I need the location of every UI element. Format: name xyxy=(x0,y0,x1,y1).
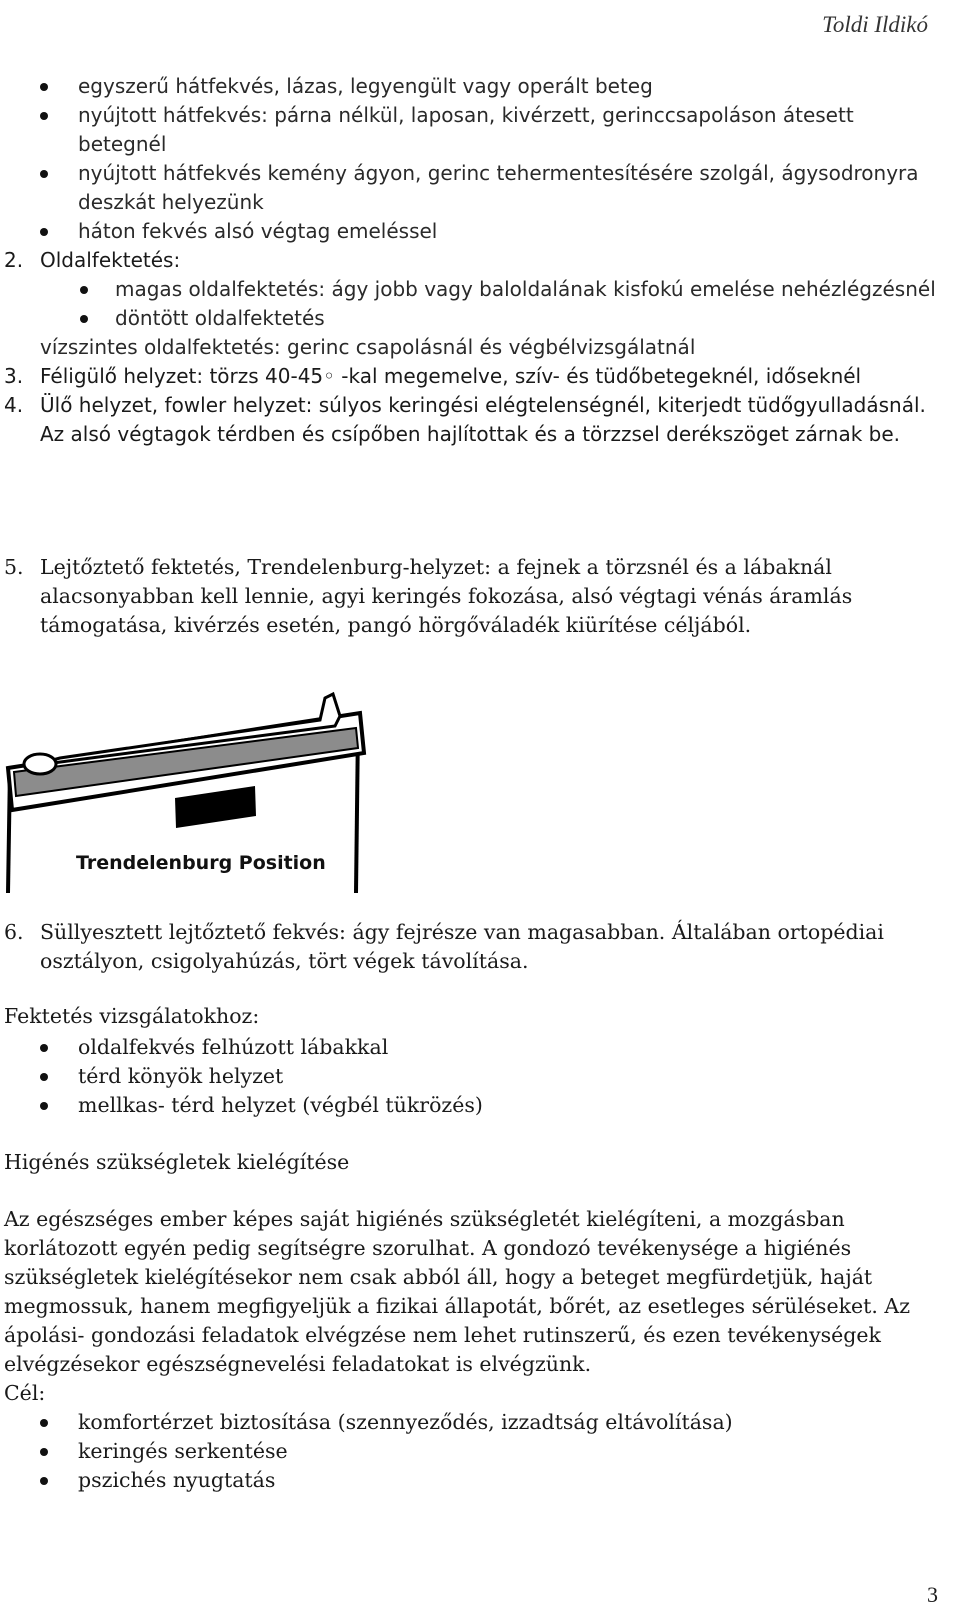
list-item: döntött oldalfektetés xyxy=(0,304,940,333)
bullet-icon xyxy=(40,1448,48,1456)
numbered-item-3: 3. Féligülő helyzet: törzs 40-45◦ -kal megemelve, szív- és tüdőbetegeknél, időseknél xyxy=(4,364,862,388)
bullet-icon xyxy=(40,112,48,120)
hygiene-paragraph: Az egészséges ember képes saját higiénés szükségletét kielégíteni, a mozgásban korlátozott egyén pedig segítségre szorulhat. A gondozó tevékenysége a higiénés szükségletek kielégítésekor nem csak abból áll, hogy a beteget megfürdetjük, haját megmossuk, hanem megfigyeljük a fizikai állapotát, bőrét, az esetleges sérüléseket. Az ápolási- gondozási feladatok elvégzése nem lehet rutinszerű, és ezen tevékenységek elvégzésekor egészségnevelési feladatokat is elvégzünk. xyxy=(4,1207,911,1376)
lowered-head-section xyxy=(0,918,940,976)
numbered-item-6: 6. Süllyesztett lejtőztető fekvés: ágy fejrésze van magasabban. Általában ortopédiai osztályon, csigolyahúzás, tört végek távolítása. xyxy=(4,920,884,973)
trendelenburg-section xyxy=(0,553,940,640)
goal-list xyxy=(0,1408,940,1495)
page-header-author: Toldi Ildikó xyxy=(822,12,928,37)
list-item: komfortérzet biztosítása (szennyeződés, izzadtság eltávolítása) xyxy=(0,1408,940,1437)
trendelenburg-figure xyxy=(0,688,380,898)
list-item: nyújtott hátfekvés kemény ágyon, gerinc tehermentesítésére szolgál, ágysodronyra deszkát helyezünk xyxy=(0,159,940,217)
bullet-icon xyxy=(80,315,88,323)
page-number: 3 xyxy=(927,1582,938,1607)
bullet-icon xyxy=(40,83,48,91)
bullet-icon xyxy=(40,1477,48,1485)
bullet-icon xyxy=(40,170,48,178)
list-item: egyszerű hátfekvés, lázas, legyengült vagy operált beteg xyxy=(0,72,940,101)
bullet-icon xyxy=(80,286,88,294)
goal-label: Cél: xyxy=(4,1381,46,1405)
hygiene-section xyxy=(0,1148,940,1495)
bullet-icon xyxy=(40,1102,48,1110)
figure-caption: Trendelenburg Position xyxy=(76,852,326,874)
exam-positions-list xyxy=(0,1033,940,1120)
bullet-icon xyxy=(40,1073,48,1081)
numbered-item-2: 2. Oldalfektetés: xyxy=(4,248,181,272)
supine-list xyxy=(0,72,940,246)
list-item: keringés serkentése xyxy=(0,1437,940,1466)
side-position-tail: vízszintes oldalfektetés: gerinc csapolásnál és végbélvizsgálatnál xyxy=(40,335,696,359)
list-item: térd könyök helyzet xyxy=(0,1062,940,1091)
list-item: oldalfekvés felhúzott lábakkal xyxy=(0,1033,940,1062)
list-item: háton fekvés alsó végtag emeléssel xyxy=(0,217,940,246)
side-position-list xyxy=(0,275,940,333)
positions-section xyxy=(0,72,940,449)
exam-positions-section xyxy=(0,1002,940,1120)
exam-positions-title: Fektetés vizsgálatokhoz: xyxy=(4,1004,260,1028)
bullet-icon xyxy=(40,228,48,236)
bullet-icon xyxy=(40,1419,48,1427)
bullet-icon xyxy=(40,1044,48,1052)
numbered-item-5: 5. Lejtőztető fektetés, Trendelenburg-helyzet: a fejnek a törzsnél és a lábaknál alacsonyabban kell lennie, agyi keringés fokozása, alsó végtagi vénás áramlás támogatása, kivérzés esetén, pangó hörgőváladék kiürítése céljából. xyxy=(4,555,853,637)
list-item: mellkas- térd helyzet (végbél tükrözés) xyxy=(0,1091,940,1120)
list-item: magas oldalfektetés: ágy jobb vagy baloldalának kisfokú emelése nehézlégzésnél xyxy=(0,275,940,304)
list-item: nyújtott hátfekvés: párna nélkül, laposan, kivérzett, gerinccsapoláson átesett betegnél xyxy=(0,101,940,159)
list-item: pszichés nyugtatás xyxy=(0,1466,940,1495)
hygiene-heading: Higénés szükségletek kielégítése xyxy=(4,1150,350,1174)
numbered-item-4: 4. Ülő helyzet, fowler helyzet: súlyos keringési elégtelenségnél, kiterjedt tüdőgyulladásnál. Az alsó végtagok térdben és csípőben hajlítottak és a törzzsel derékszöget zárnak be. xyxy=(4,393,926,446)
